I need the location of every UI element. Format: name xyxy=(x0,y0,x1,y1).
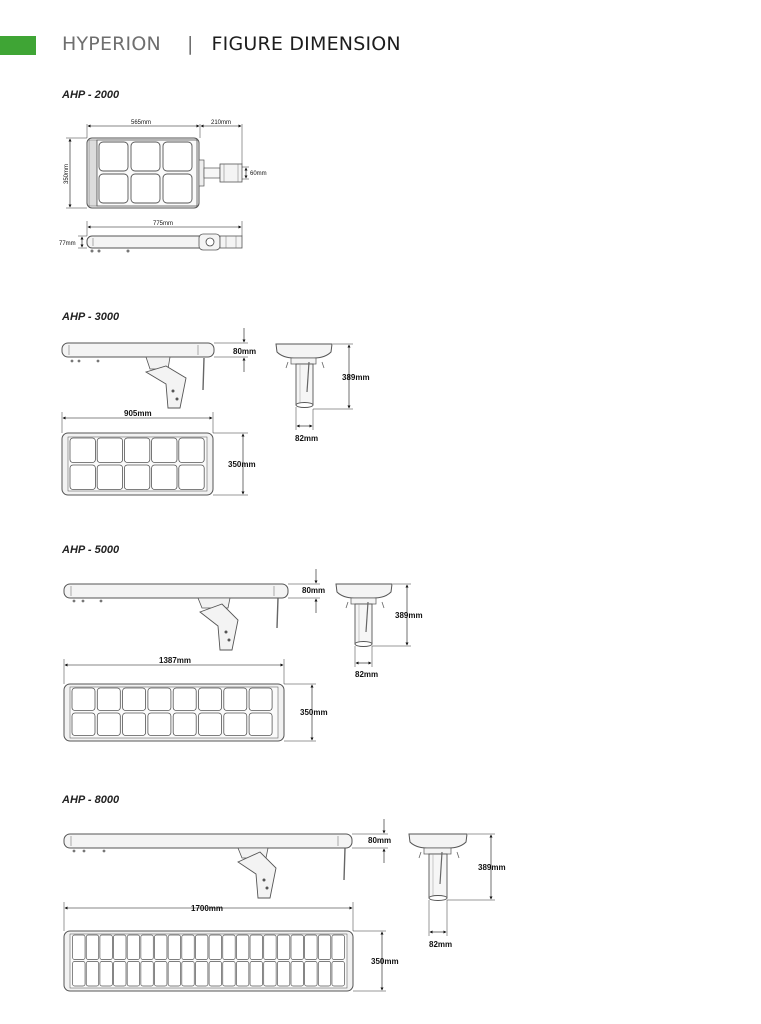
ahp-5000-pole-height: 389mm xyxy=(395,611,423,620)
solar-cell xyxy=(168,962,180,987)
solar-cell xyxy=(168,935,180,960)
solar-cell xyxy=(318,935,330,960)
solar-cell xyxy=(236,962,248,987)
ahp-2000-bracket-length: 210mm xyxy=(211,120,232,126)
solar-cell xyxy=(264,935,276,960)
solar-cell xyxy=(114,962,126,987)
ahp-5000-width: 350mm xyxy=(300,708,328,717)
solar-cell xyxy=(332,962,344,987)
solar-cell xyxy=(73,935,85,960)
ahp-5000-length: 1387mm xyxy=(159,656,192,665)
solar-cell xyxy=(236,935,248,960)
model-label-ahp-3000: AHP - 3000 xyxy=(62,311,120,323)
solar-cell xyxy=(318,962,330,987)
model-label-ahp-2000: AHP - 2000 xyxy=(62,89,120,101)
solar-cell xyxy=(100,962,112,987)
solar-cell xyxy=(195,935,207,960)
ahp-3000-width: 350mm xyxy=(228,460,256,469)
ahp-8000-end-view xyxy=(409,834,467,901)
ahp-5000-side-view xyxy=(64,584,288,650)
ahp-5000-end-view xyxy=(336,584,392,647)
solar-cell xyxy=(305,935,317,960)
ahp-8000-pole-height: 389mm xyxy=(478,863,506,872)
solar-cell xyxy=(155,935,167,960)
ahp-2000-height: 350mm xyxy=(64,163,70,184)
model-label-ahp-5000: AHP - 5000 xyxy=(62,544,120,556)
solar-cell xyxy=(141,962,153,987)
solar-cell xyxy=(127,935,139,960)
ahp-8000-panel-view xyxy=(64,931,353,991)
ahp-5000-thickness: 80mm xyxy=(302,586,326,595)
solar-cell xyxy=(305,962,317,987)
solar-cell xyxy=(141,935,153,960)
solar-cell xyxy=(127,962,139,987)
page-title: FIGURE DIMENSION xyxy=(211,33,401,55)
ahp-8000-thickness: 80mm xyxy=(368,836,392,845)
solar-cell xyxy=(209,935,221,960)
solar-cell xyxy=(209,962,221,987)
solar-cell xyxy=(264,962,276,987)
brand-name: HYPERION xyxy=(62,33,161,55)
solar-cell xyxy=(73,962,85,987)
solar-cell xyxy=(100,935,112,960)
solar-cell xyxy=(155,962,167,987)
solar-cell xyxy=(291,935,303,960)
solar-cell xyxy=(86,935,98,960)
ahp-3000-side-view xyxy=(62,343,214,408)
ahp-8000-length: 1700mm xyxy=(191,904,224,913)
solar-cell xyxy=(250,962,262,987)
solar-cell xyxy=(195,962,207,987)
ahp-2000-side-view xyxy=(87,234,242,253)
ahp-3000-pole-diameter: 82mm xyxy=(295,434,319,443)
ahp-8000-side-view xyxy=(64,834,352,898)
ahp-5000-panel-view xyxy=(64,684,284,741)
ahp-3000-pole-height: 389mm xyxy=(342,373,370,382)
solar-cell xyxy=(114,935,126,960)
ahp-2000-top-view xyxy=(87,138,242,208)
ahp-2000-panel-width: 565mm xyxy=(131,120,152,126)
solar-cell xyxy=(291,962,303,987)
ahp-3000-end-view xyxy=(276,344,332,408)
ahp-3000-thickness: 80mm xyxy=(233,347,257,356)
solar-cell xyxy=(182,935,194,960)
solar-cell xyxy=(223,935,235,960)
ahp-2000-pole: 60mm xyxy=(250,171,267,177)
solar-cell xyxy=(250,935,262,960)
solar-cell xyxy=(277,962,289,987)
ahp-3000-panel-view xyxy=(62,433,213,495)
solar-cell xyxy=(277,935,289,960)
ahp-8000-width: 350mm xyxy=(371,957,399,966)
model-label-ahp-8000: AHP - 8000 xyxy=(62,794,120,806)
ahp-5000-pole-diameter: 82mm xyxy=(355,670,379,679)
ahp-2000-thickness: 77mm xyxy=(59,241,76,247)
ahp-2000-overall-length: 775mm xyxy=(153,221,174,227)
solar-cell xyxy=(332,935,344,960)
solar-cell xyxy=(223,962,235,987)
solar-cell xyxy=(182,962,194,987)
ahp-3000-length: 905mm xyxy=(124,409,152,418)
header-separator: | xyxy=(186,33,194,55)
solar-cell xyxy=(86,962,98,987)
ahp-8000-pole-diameter: 82mm xyxy=(429,940,453,949)
